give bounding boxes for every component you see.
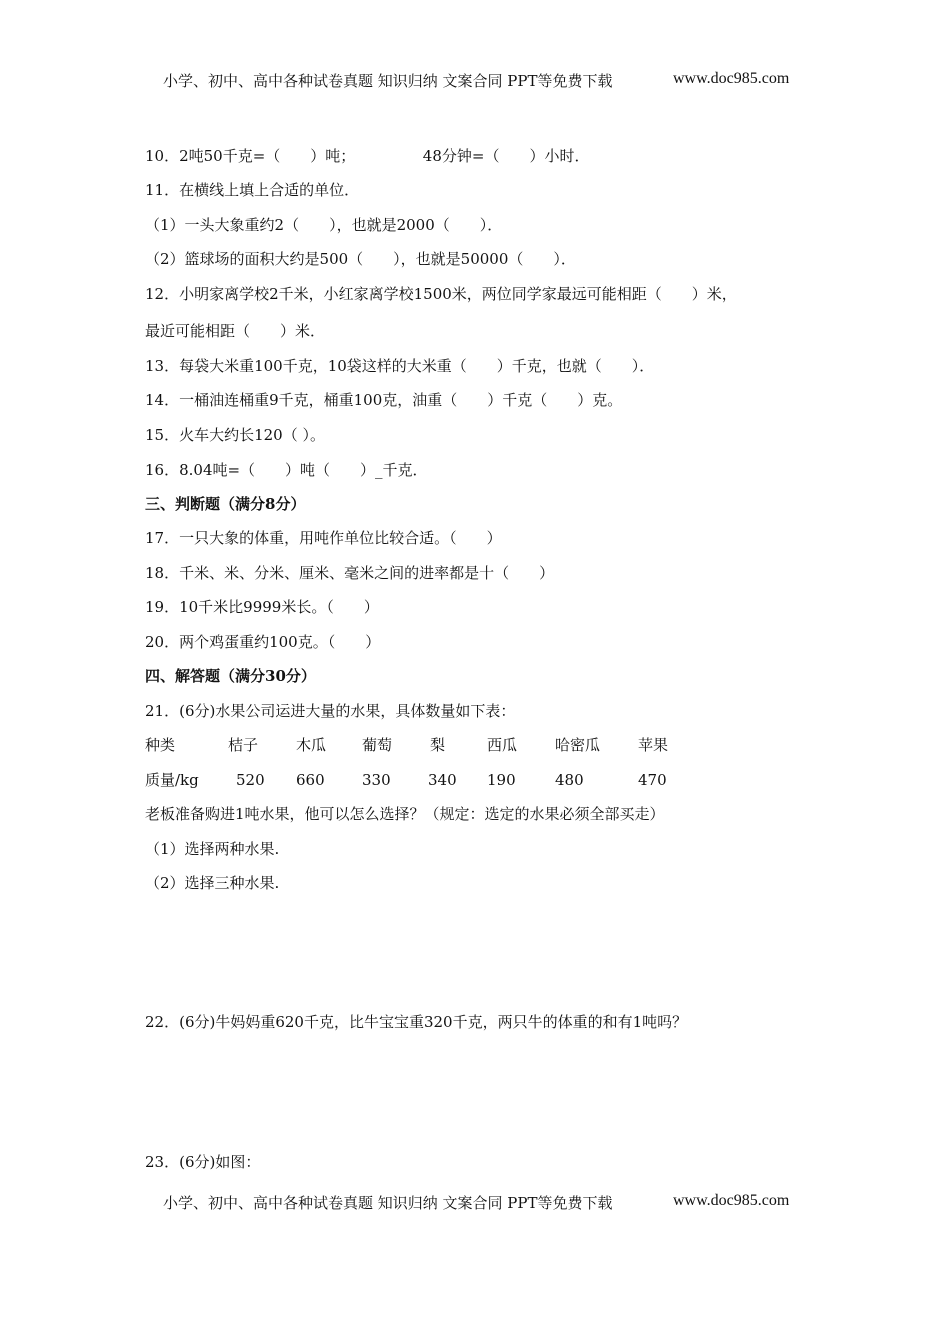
table-cell-name: 哈密瓜 (555, 736, 601, 754)
question-18: 18．千米、米、分米、厘米、毫米之间的进率都是十（ ） (145, 564, 555, 582)
table-cell-mass: 190 (487, 771, 516, 789)
question-20: 20．两个鸡蛋重约100克。（ ） (145, 633, 381, 651)
question-21-prompt: 老板准备购进1吨水果，他可以怎么选择？（规定：选定的水果必须全部买走） (145, 805, 665, 823)
question-12: 12．小明家离学校2千米，小红家离学校1500米，两位同学家最远可能相距（ ）米， (145, 285, 737, 303)
table-cell-name: 桔子 (228, 736, 259, 754)
question-11-part-1: （1）一头大象重约2（ ），也就是2000（ ）． (145, 216, 503, 234)
question-10: 10．2吨50千克=（ ）吨； 48分钟=（ ）小时． (145, 147, 590, 165)
page-footer (163, 1192, 790, 1213)
table-mass-label: 质量/kg (145, 771, 199, 789)
section-3-heading: 三、判断题（满分8分） (145, 495, 306, 513)
question-21-part-2: （2）选择三种水果. (145, 874, 280, 892)
question-23: 23．(6分)如图： (145, 1153, 261, 1171)
question-15: 15．火车大约长120（ ）。 (145, 426, 325, 444)
header-site-link[interactable]: www.doc985.com (673, 70, 790, 87)
table-cell-name: 苹果 (638, 736, 669, 754)
question-14: 14．一桶油连桶重9千克，桶重100克，油重（ ）千克（ ）克。 (145, 391, 623, 409)
table-cell-mass: 660 (296, 771, 325, 789)
question-11-part-2: （2）篮球场的面积大约是500（ ），也就是50000（ ）． (145, 250, 576, 268)
question-21-part-1: （1）选择两种水果. (145, 840, 280, 858)
question-19: 19．10千米比9999米长。（ ） (145, 598, 379, 616)
header-text: 小学、初中、高中各种试卷真题 知识归纳 文案合同 PPT等免费下载 (163, 72, 613, 90)
table-cell-name: 木瓜 (296, 736, 327, 754)
question-12-continued: 最近可能相距（ ）米． (145, 322, 326, 340)
section-4-heading: 四、解答题（满分30分） (145, 667, 316, 685)
table-cell-mass: 520 (236, 771, 265, 789)
footer-text: 小学、初中、高中各种试卷真题 知识归纳 文案合同 PPT等免费下载 (163, 1194, 613, 1212)
question-11: 11．在横线上填上合适的单位． (145, 181, 360, 199)
question-21: 21．(6分)水果公司运进大量的水果，具体数量如下表： (145, 702, 516, 720)
table-cell-mass: 470 (638, 771, 667, 789)
question-16: 16．8.04吨=（ ）吨（ ）_千克． (145, 461, 428, 479)
question-17: 17．一只大象的体重，用吨作单位比较合适。（ ） (145, 529, 502, 547)
table-cell-name: 葡萄 (362, 736, 393, 754)
question-13: 13．每袋大米重100千克，10袋这样的大米重（ ）千克，也就（ ）． (145, 357, 655, 375)
table-cell-name: 西瓜 (487, 736, 518, 754)
page-header-top (163, 70, 790, 91)
table-cell-mass: 480 (555, 771, 584, 789)
table-header-label: 种类 (145, 736, 176, 754)
table-cell-mass: 330 (362, 771, 391, 789)
footer-site-link[interactable]: www.doc985.com (673, 1192, 790, 1209)
table-cell-mass: 340 (428, 771, 457, 789)
question-22: 22．(6分)牛妈妈重620千克，比牛宝宝重320千克，两只牛的体重的和有1吨吗？ (145, 1013, 688, 1031)
table-cell-name: 梨 (430, 736, 446, 754)
